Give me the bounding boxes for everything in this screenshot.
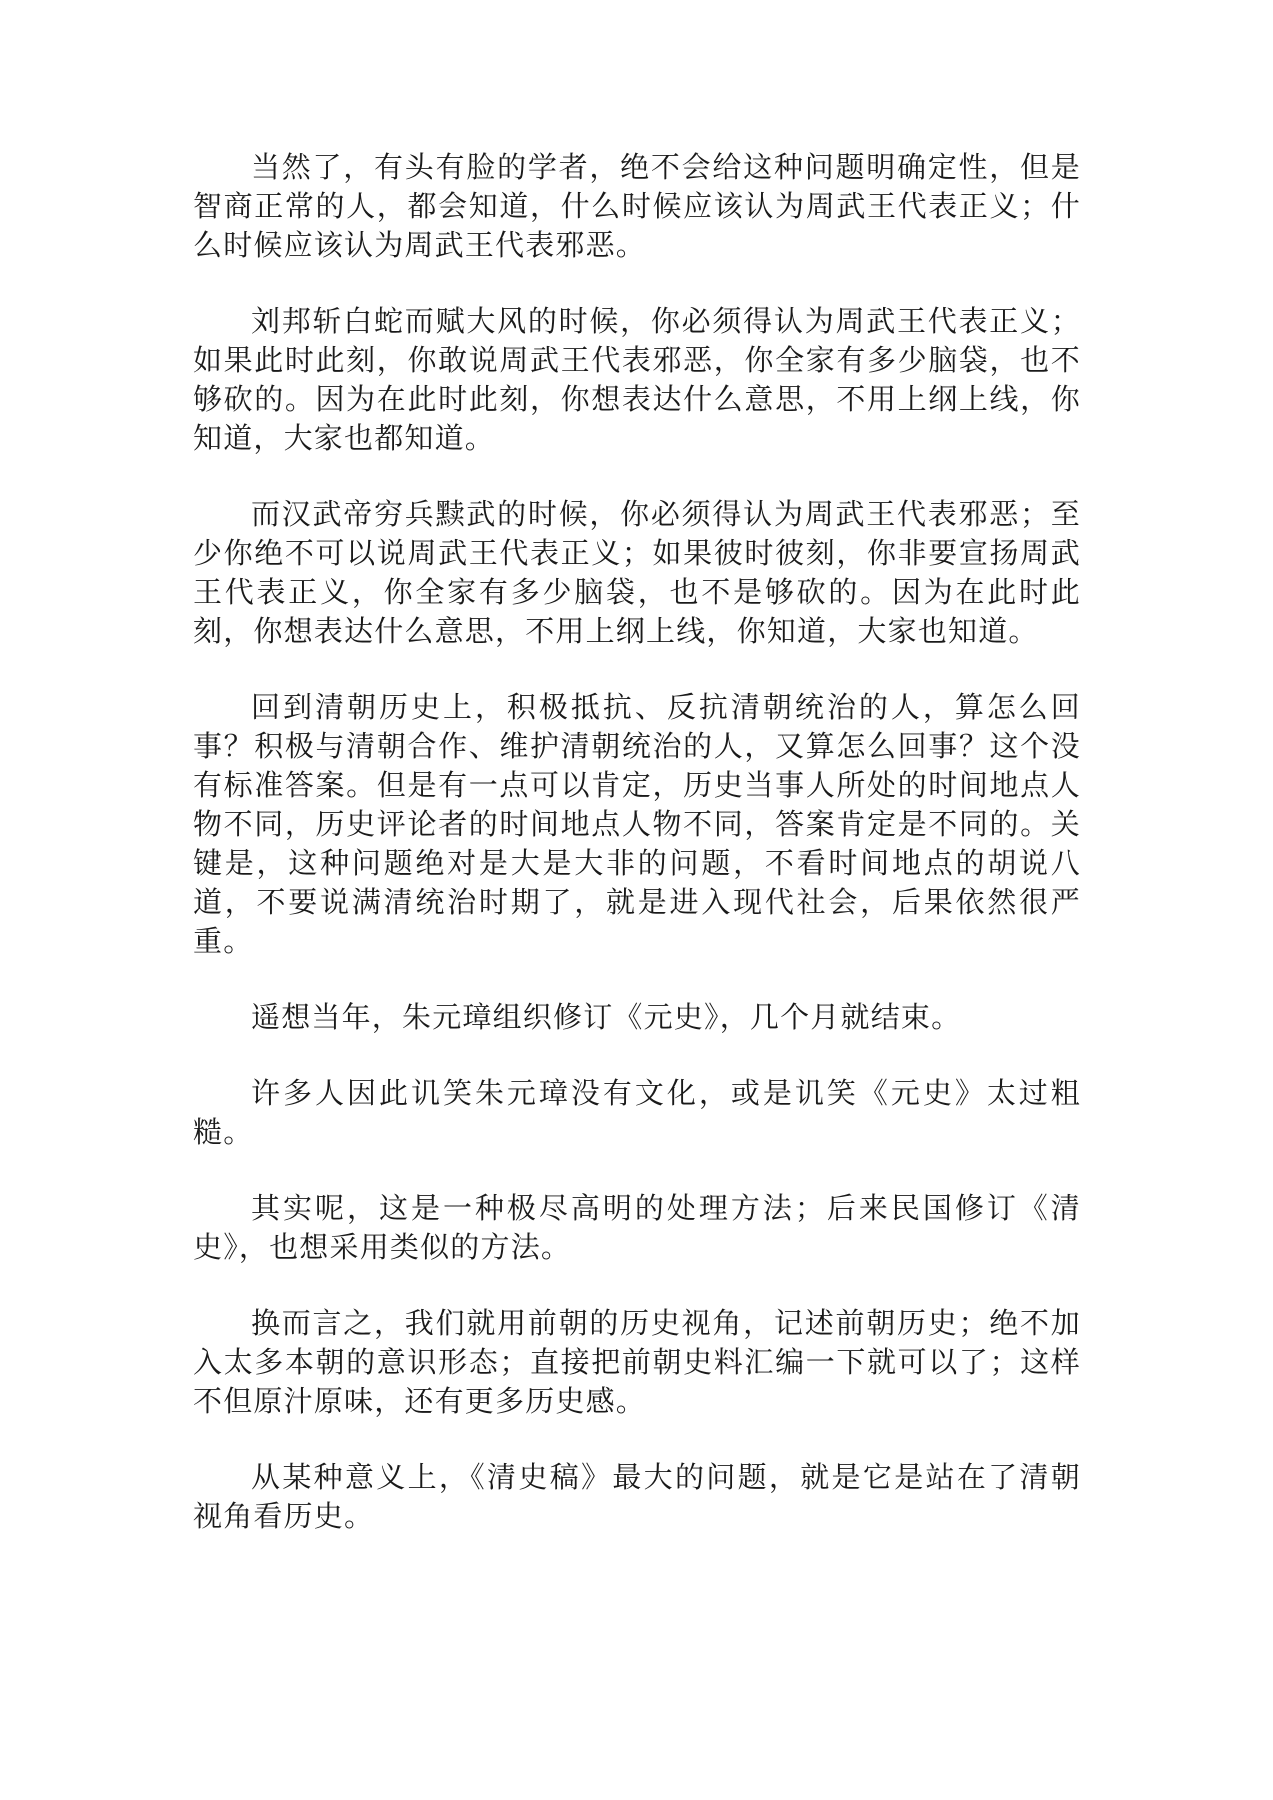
paragraph: 回到清朝历史上，积极抵抗、反抗清朝统治的人，算怎么回事？积极与清朝合作、维护清朝统治的人，又算怎么回事？这个没有标准答案。但是有一点可以肯定，历史当事人所处的时间地点人物不同，历史评论者的时间地点人物不同，答案肯定是不同的。关键是，这种问题绝对是大是大非的问题，不看时间地点的胡说八道，不要说满清统治时期了，就是进入现代社会，后果依然很严重。 bbox=[193, 690, 1081, 958]
paragraph: 从某种意义上，《清史稿》最大的问题，就是它是站在了清朝视角看历史。 bbox=[193, 1460, 1081, 1533]
paragraph: 当然了，有头有脸的学者，绝不会给这种问题明确定性，但是智商正常的人，都会知道，什么时候应该认为周武王代表正义；什么时候应该认为周武王代表邪恶。 bbox=[193, 150, 1081, 262]
paragraph: 换而言之，我们就用前朝的历史视角，记述前朝历史；绝不加入太多本朝的意识形态；直接把前朝史料汇编一下就可以了；这样不但原汁原味，还有更多历史感。 bbox=[193, 1306, 1081, 1418]
document-page bbox=[193, 148, 1081, 1573]
paragraph: 许多人因此讥笑朱元璋没有文化，或是讥笑《元史》太过粗糙。 bbox=[193, 1076, 1081, 1149]
paragraph: 而汉武帝穷兵黩武的时候，你必须得认为周武王代表邪恶；至少你绝不可以说周武王代表正义；如果彼时彼刻，你非要宣扬周武王代表正义，你全家有多少脑袋，也不是够砍的。因为在此时此刻，你想表达什么意思，不用上纲上线，你知道，大家也知道。 bbox=[193, 497, 1081, 648]
paragraph: 遥想当年，朱元璋组织修订《元史》，几个月就结束。 bbox=[251, 1000, 962, 1034]
paragraph: 其实呢，这是一种极尽高明的处理方法；后来民国修订《清史》，也想采用类似的方法。 bbox=[193, 1191, 1081, 1264]
paragraph: 刘邦斩白蛇而赋大风的时候，你必须得认为周武王代表正义；如果此时此刻，你敢说周武王代表邪恶，你全家有多少脑袋，也不够砍的。因为在此时此刻，你想表达什么意思，不用上纲上线，你知道，大家也都知道。 bbox=[193, 304, 1081, 455]
